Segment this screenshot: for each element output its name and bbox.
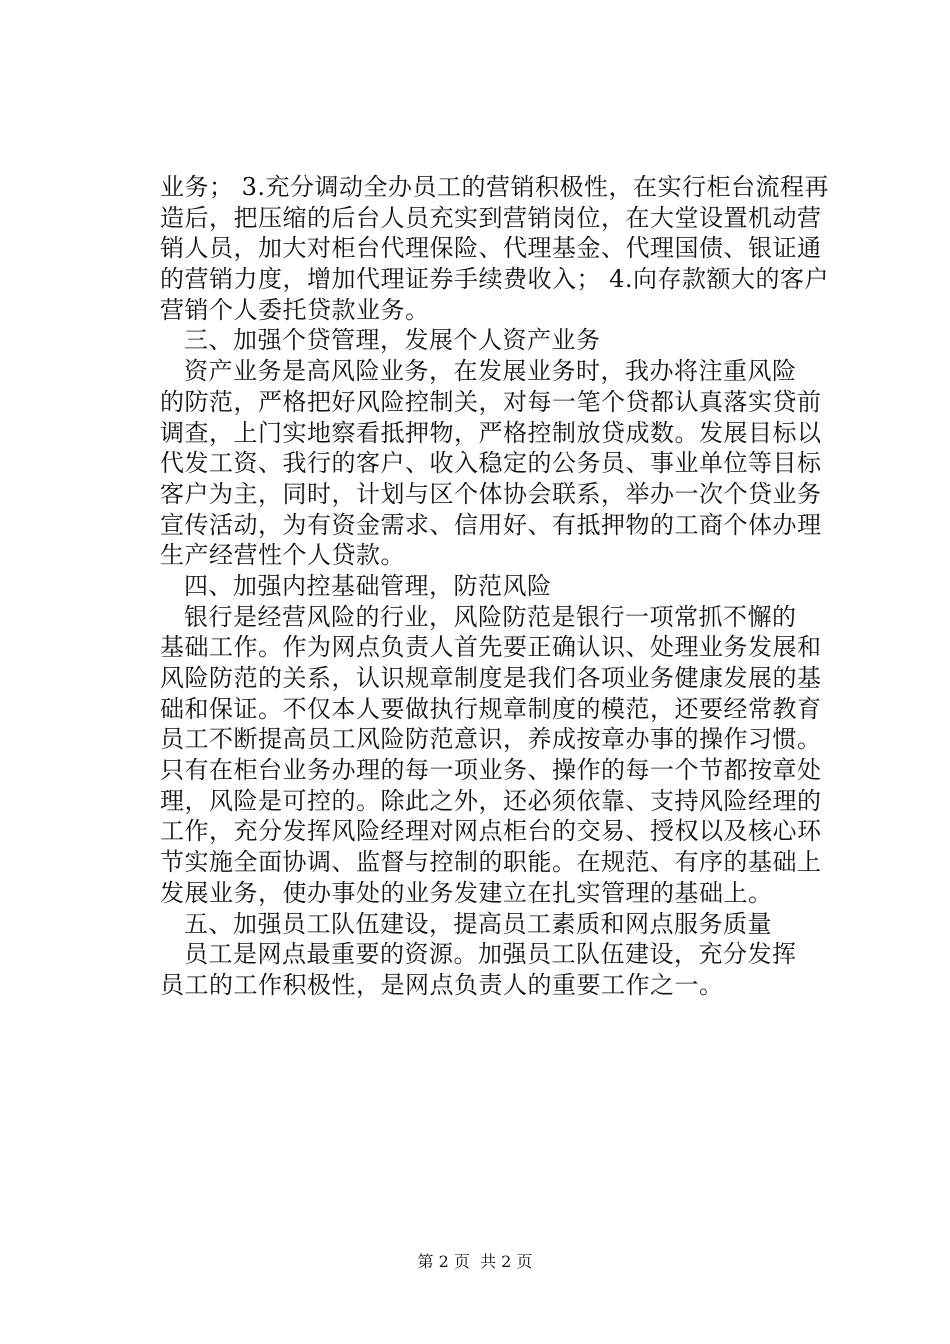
- body-line: 客户为主，同时，计划与区个体协会联系，举办一次个贷业务: [160, 479, 822, 508]
- body-line: 宣传活动，为有资金需求、信用好、有抵押物的工商个体办理: [160, 510, 822, 539]
- body-line: 资产业务是高风险业务，在发展业务时，我办将注重风险: [184, 357, 797, 386]
- body-line: 础和保证。不仅本人要做执行规章制度的模范，还要经常教育: [160, 694, 822, 723]
- body-line: 员工不断提高员工风险防范意识，养成按章办事的操作习惯。: [160, 725, 822, 754]
- body-line: 发展业务，使办事处的业务发建立在扎实管理的基础上。: [160, 878, 773, 907]
- body-line: 员工的工作积极性，是网点负责人的重要工作之一。: [160, 970, 724, 999]
- body-line: 工作，充分发挥风险经理对网点柜台的交易、授权以及核心环: [160, 817, 822, 846]
- body-line: 业务； 3.充分调动全办员工的营销积极性，在实行柜台流程再: [160, 173, 830, 201]
- body-line: 生产经营性个人贷款。: [160, 541, 405, 570]
- body-line: 节实施全面协调、监督与控制的职能。在规范、有序的基础上: [160, 848, 822, 877]
- page-number-footer: 第 2 页 共 2 页: [417, 1252, 533, 1271]
- body-line: 的营销力度，增加代理证券手续费收入； 4.向存款额大的客户: [160, 265, 830, 294]
- section-heading: 四、加强内控基础管理，防范风险: [184, 571, 552, 600]
- body-line: 造后，把压缩的后台人员充实到营销岗位，在大堂设置机动营: [160, 203, 822, 232]
- body-line: 员工是网点最重要的资源。加强员工队伍建设，充分发挥: [184, 940, 797, 969]
- body-line: 的防范，严格把好风险控制关，对每一笔个贷都认真落实贷前: [160, 387, 822, 416]
- body-line: 代发工资、我行的客户、收入稳定的公务员、事业单位等目标: [160, 449, 822, 478]
- body-line: 理，风险是可控的。除此之外，还必须依靠、支持风险经理的: [160, 786, 822, 815]
- document-body: [160, 172, 836, 1001]
- body-line: 只有在柜台业务办理的每一项业务、操作的每一个节都按章处: [160, 756, 822, 785]
- section-heading: 五、加强员工队伍建设，提高员工素质和网点服务质量: [184, 909, 772, 938]
- body-line: 销人员，加大对柜台代理保险、代理基金、代理国债、银证通: [160, 234, 822, 263]
- section-heading: 三、加强个贷管理，发展个人资产业务: [184, 326, 601, 355]
- body-line: 基础工作。作为网点负责人首先要正确认识、处理业务发展和: [160, 633, 822, 662]
- body-line: 银行是经营风险的行业，风险防范是银行一项常抓不懈的: [184, 602, 797, 631]
- body-line: 风险防范的关系，认识规章制度是我们各项业务健康发展的基: [160, 664, 822, 692]
- body-line: 营销个人委托贷款业务。: [160, 295, 430, 324]
- body-line: 调查，上门实地察看抵押物，严格控制放贷成数。发展目标以: [160, 418, 822, 447]
